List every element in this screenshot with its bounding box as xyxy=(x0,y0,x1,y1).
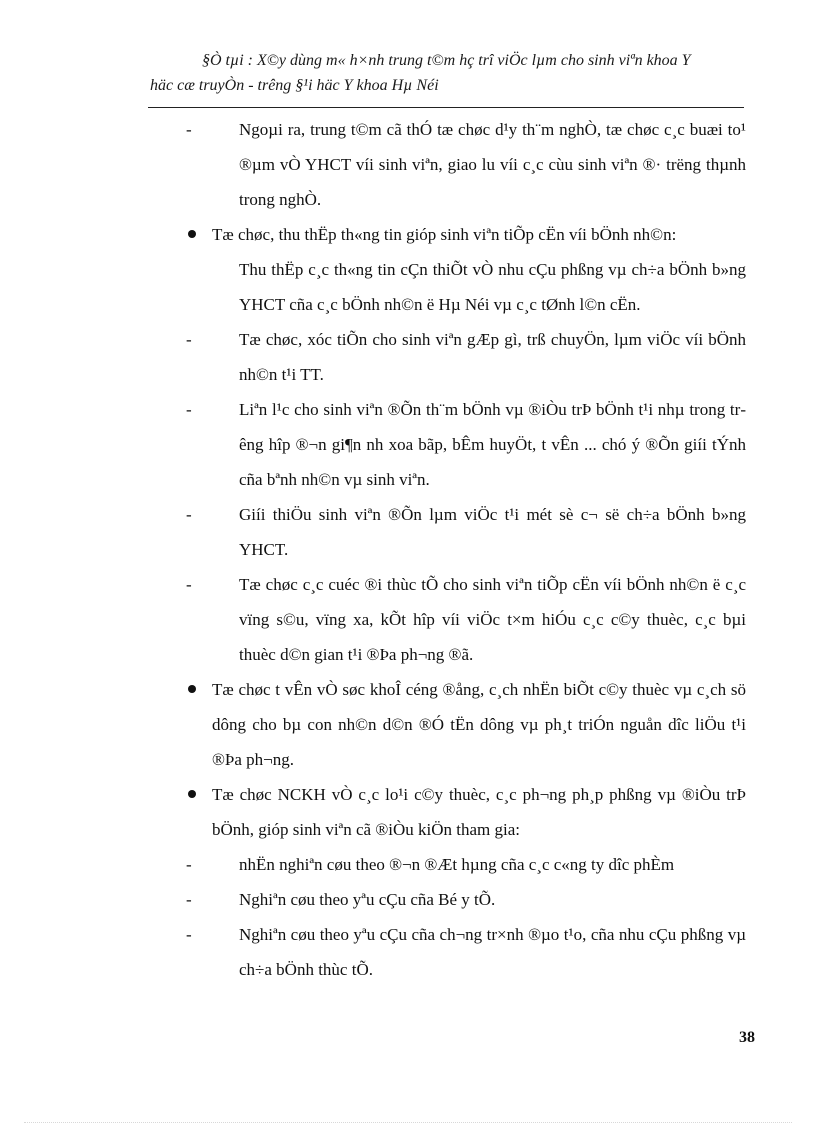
bullet-icon xyxy=(188,790,196,798)
list-item xyxy=(186,672,746,777)
item-subtext: Thu thËp c¸c th«ng tin cÇn thiÕt vÒ nhu cÇu phßng vµ ch÷a bÖnh b»ng YHCT cña c¸c bÖnh nh©n ë Hµ Néi vµ c¸c tØnh l©n cËn. xyxy=(239,260,746,314)
dash-marker: - xyxy=(186,505,192,524)
page-number: 38 xyxy=(739,1029,755,1046)
bullet-icon xyxy=(188,685,196,693)
list-item xyxy=(186,567,746,672)
item-text: Nghiªn cøu theo yªu cÇu cña Bé y tÕ. xyxy=(239,890,496,909)
header-rule xyxy=(148,107,744,108)
body-text xyxy=(186,112,746,987)
bullet-icon xyxy=(188,230,196,238)
list-item xyxy=(186,322,746,392)
list-item xyxy=(186,777,746,847)
dash-marker: - xyxy=(186,330,192,349)
list-item xyxy=(186,497,746,567)
item-text: Tæ chøc, thu thËp th«ng tin gióp sinh viªn tiÕp cËn víi bÖnh nh©n: xyxy=(212,225,677,244)
header-line-1: §Ò tµi : X©y dùng m« h×nh trung t©m hç trî viÖc lµm cho sinh viªn khoa Y xyxy=(202,52,691,69)
item-text: Giíi thiÖu sinh viªn ®Õn lµm viÖc t¹i mét sè c¬ së ch÷a bÖnh b»ng YHCT. xyxy=(239,505,746,559)
item-text: Nghiªn cøu theo yªu cÇu cña ch¬ng tr×nh ®µo t¹o, cña nhu cÇu phßng vµ ch÷a bÖnh thùc tÕ. xyxy=(239,925,746,979)
list-item xyxy=(186,217,746,322)
item-text: Tæ chøc t vÊn vÒ søc khoÎ céng ®ång, c¸ch nhËn biÕt c©y thuèc vµ c¸ch sö dông cho bµ con nh©n d©n ®Ó tËn dông vµ ph¸t triÓn nguån dîc liÖu t¹i ®Þa ph¬ng. xyxy=(212,680,746,769)
list-item xyxy=(186,917,746,987)
dash-marker: - xyxy=(186,575,192,594)
dash-marker: - xyxy=(186,890,192,909)
dash-marker: - xyxy=(186,400,192,419)
list-item xyxy=(186,392,746,497)
item-text: Tæ chøc c¸c cuéc ®i thùc tÕ cho sinh viªn tiÕp cËn víi bÖnh nh©n ë c¸c vïng s©u, vïng xa, kÕt hîp víi viÖc t×m hiÓu c¸c c©y thuèc, c¸c bµi thuèc d©n gian t¹i ®Þa ph¬ng ®ã. xyxy=(239,575,746,664)
item-text: Tæ chøc, xóc tiÕn cho sinh viªn gÆp gì, trß chuyÖn, lµm viÖc víi bÖnh nh©n t¹i TT. xyxy=(239,330,746,384)
item-text: Liªn l¹c cho sinh viªn ®Õn th¨m bÖnh vµ ®iÒu trÞ bÖnh t¹i nhµ trong trêng hîp ®¬n gi¶n nh xoa bãp, bÊm huyÖt, t vÊn ... chó ý ®Õn giíi tÝnh cña bªnh nh©n vµ sinh viªn. xyxy=(239,400,746,489)
item-text: Ngoµi ra, trung t©m cã thÓ tæ chøc d¹y th¨m nghÒ, tæ chøc c¸c buæi to¹ ®µm vÒ YHCT víi sinh viªn, giao lu víi c¸c cùu sinh viªn ®· trëng thµnh trong nghÒ. xyxy=(239,120,746,209)
list-item xyxy=(186,882,746,917)
list-item xyxy=(186,847,746,882)
dash-marker: - xyxy=(186,120,192,139)
running-header xyxy=(150,48,750,98)
dash-marker: - xyxy=(186,855,192,874)
item-text: Tæ chøc NCKH vÒ c¸c lo¹i c©y thuèc, c¸c ph¬ng ph¸p phßng vµ ®iÒu trÞ bÖnh, gióp sinh viªn cã ®iÒu kiÖn tham gia: xyxy=(212,785,746,839)
header-line-2: häc cæ truyÒn - trêng §¹i häc Y khoa Hµ Néi xyxy=(150,77,439,94)
item-text: nhËn nghiªn cøu theo ®¬n ®Æt hµng cña c¸c c«ng ty dîc phÈm xyxy=(239,855,675,874)
dash-marker: - xyxy=(186,925,192,944)
list-item xyxy=(186,112,746,217)
